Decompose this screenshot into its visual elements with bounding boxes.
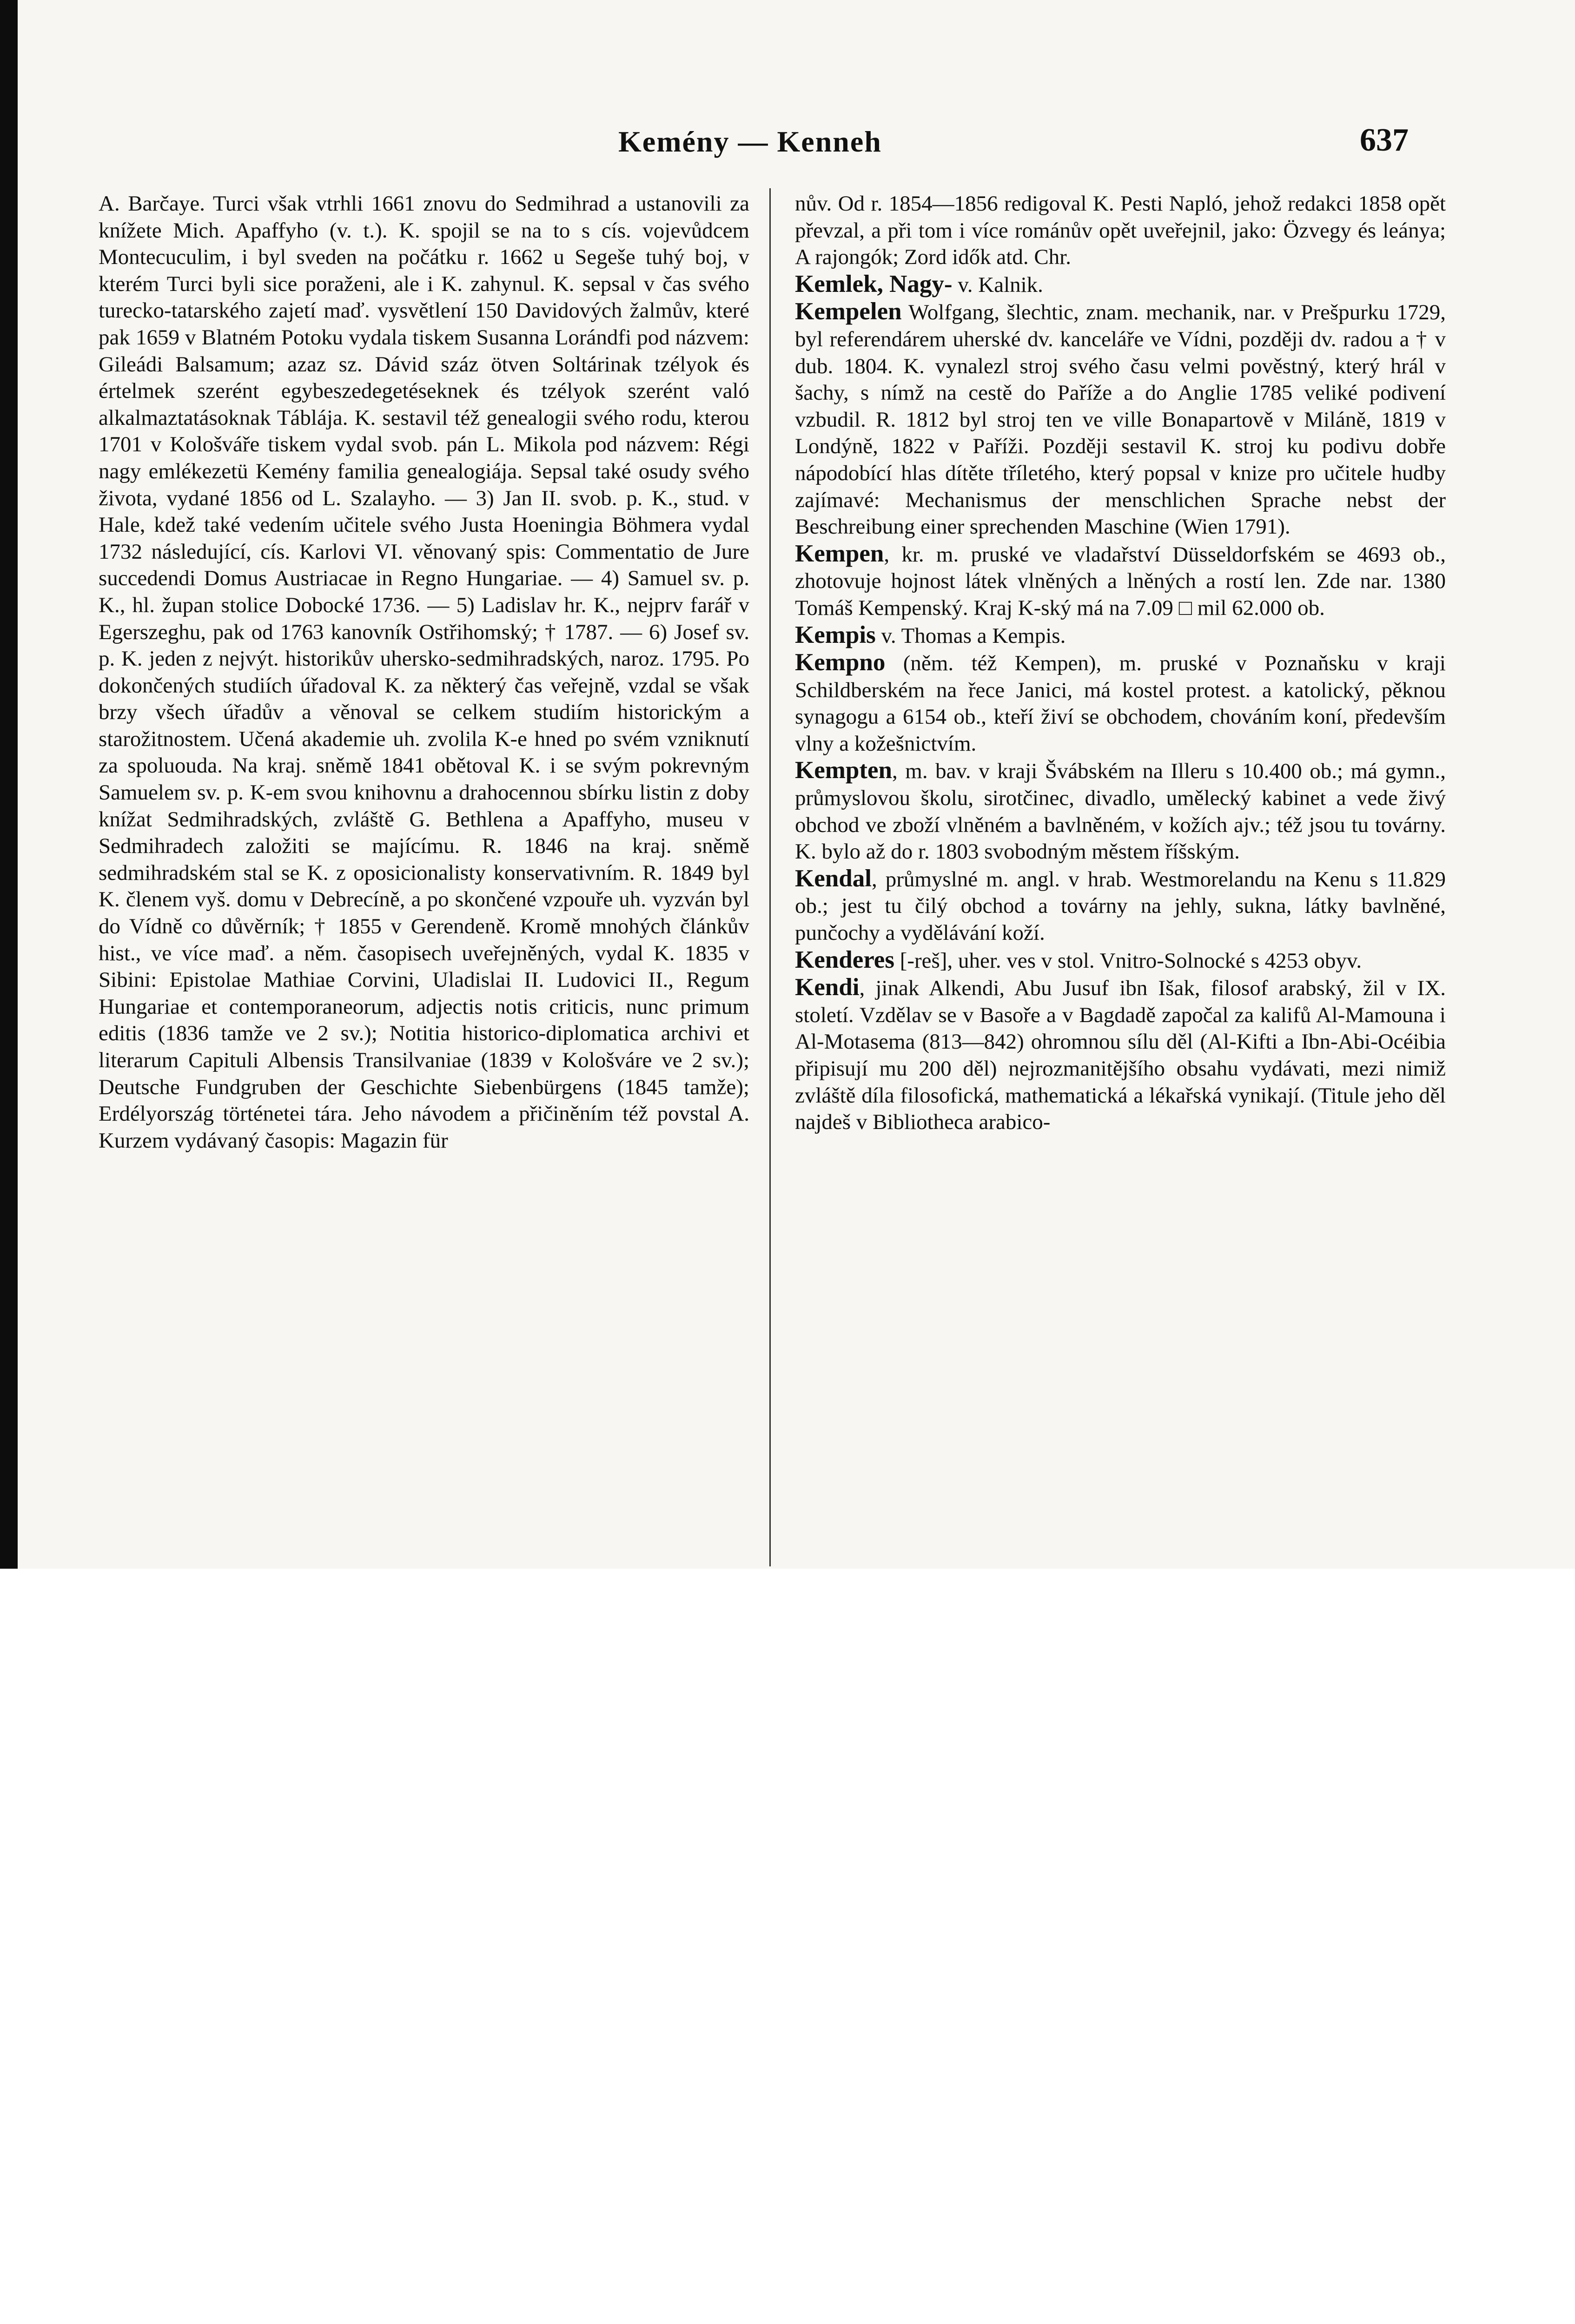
entry-text: [-reš], uher. ves v stol. Vnitro-Solnocké s 4253 obyv.: [894, 948, 1362, 973]
entry-headword: Kendi: [795, 974, 860, 1001]
blank-area: [0, 1569, 1575, 2324]
column-divider: [769, 188, 771, 1566]
entry-kempis: [795, 622, 1446, 650]
entry-text: , kr. m. pruské ve vladařství Düsseldorfském se 4693 ob., zhotovuje hojnost látek vlněných a lněných a rostí len. Zde nar. 1380 Tomáš Kempenský. Kraj K-ský má na 7.09 □ mil 62.000 ob.: [795, 542, 1446, 620]
right-column: [795, 191, 1446, 1566]
page-number: 637: [1360, 122, 1409, 158]
entry-text: , průmyslné m. angl. v hrab. Westmorelandu na Kenu s 11.829 ob.; jest tu čilý obchod a továrny na jehly, sukna, látky bavlněné, punčochy a vydělávání koží.: [795, 867, 1446, 945]
entry-kempelen: [795, 298, 1446, 540]
entry-kempten: [795, 757, 1446, 865]
running-header: Kemény — Kenneh: [618, 125, 882, 158]
entry-headword: Kempten: [795, 757, 893, 784]
entry-headword: Kempno: [795, 649, 886, 676]
entry-headword: Kemlek, Nagy-: [795, 270, 953, 297]
entry-text: (něm. též Kempen), m. pruské v Poznaňsku v kraji Schildberském na řece Janici, má kostel protest. a katolický, pěknou synagogu a 6154 ob., kteří živí se obchodem, chováním koní, především vlny a kožešnictvím.: [795, 651, 1446, 756]
entry-headword: Kempelen: [795, 298, 902, 325]
entry-headword: Kempen: [795, 540, 884, 567]
entry-kenderes: [795, 947, 1446, 975]
left-column: [99, 191, 749, 1566]
entry-kemlek: [795, 271, 1446, 299]
entry-headword: Kendal: [795, 865, 872, 892]
entry-kempen: [795, 541, 1446, 622]
entry-text: , jinak Alkendi, Abu Jusuf ibn Išak, filosof arabský, žil v IX. století. Vzdělav se v Basoře a v Bagdadě započal za kalifů Al-Mamouna i Al-Motasema (813—842) ohromnou sílu děl (Al-Kifti a Ibn-Abi-Océibia připisují mu 200 děl) nejrozmanitějšího obsahu vydávati, mezi nimiž zvláště díla filosofická, mathematická a lékařská vynikají. (Titule jeho děl najdeš v Bibliotheca arabico-: [795, 976, 1446, 1135]
right-column-intro: nův. Od r. 1854—1856 redigoval K. Pesti Napló, jehož redakci 1858 opět převzal, a při tom i více románův opět uveřejnil, jako: Özvegy és leánya; A rajongók; Zord idők atd. Chr.: [795, 191, 1446, 270]
entry-kendal: [795, 865, 1446, 947]
entry-headword: Kenderes: [795, 946, 894, 973]
entry-text: v. Thomas a Kempis.: [875, 623, 1066, 648]
entry-text: , m. bav. v kraji Švábském na Illeru s 10.400 ob.; má gymn., průmyslovou školu, sirotčinec, divadlo, umělecký kabinet a vede živý obchod ve zboží vlněném a bavlněném, v kožích ajv.; též jsou tu továrny. K. bylo až do r. 1803 svobodným městem říšským.: [795, 759, 1446, 864]
entry-kempno: [795, 649, 1446, 757]
scan-edge-shadow: [0, 0, 18, 1569]
entry-text: v. Kalnik.: [952, 272, 1043, 297]
entry-headword: Kempis: [795, 621, 876, 648]
left-column-text: A. Barčaye. Turci však vtrhli 1661 znovu do Sedmihrad a ustanovili za knížete Mich. Apaffyho (v. t.). K. spojil se na to s cís. vojevůdcem Montecuculim, i byl sveden na počátku r. 1662 u Segeše tuhý boj, v kterém Turci byli sice poraženi, ale i K. zahynul. K. sepsal v čas svého turecko-tatarského zajetí maď. vysvětlení 150 Davidových žalmův, které pak 1659 v Blatném Potoku vydala tiskem Susanna Lorándfi pod názvem: Gileádi Balsamum; azaz sz. Dávid száz ötven Soltárinak tzélyok és értelmek szerént egybeszedegetéseknek és tzélyok szerént való alkalmaztatásoknak Táblája. K. sestavil též genealogii svého rodu, kterou 1701 v Kološváře tiskem vydal svob. pán L. Mikola pod názvem: Régi nagy emlékezetü Kemény familia genealogiája. Sepsal také osudy svého života, vydané 1856 od L. Szalayho. — 3) Jan II. svob. p. K., stud. v Hale, kdež také vedením učitele svého Justa Hoeningia Böhmera vydal 1732 následující, cís. Karlovi VI. věnovaný spis: Commentatio de Jure succedendi Domus Austriacae in Regno Hungariae. — 4) Samuel sv. p. K., hl. župan stolice Dobocké 1736. — 5) Ladislav hr. K., nejprv farář v Egerszeghu, pak od 1763 kanovník Ostřihomský; † 1787. — 6) Josef sv. p. K. jeden z nejvýt. historikův uhersko-sedmihradských, naroz. 1795. Po dokončených studiích úřadoval K. za některý čas veřejně, vzdal se však brzy všech úřadův a věnoval se celkem studiím historickým a starožitnostem. Učená akademie uh. zvolila K-e hned po svém vzniknutí za spoluouda. Na kraj. sněmě 1841 obětoval K. i se svým pokrevným Samuelem sv. p. K-em svou knihovnu a drahocennou sbírku listin z doby knížat Sedmihradských, zvláště G. Bethlena a Apaffyho, museu v Sedmihradech založiti se majícímu. R. 1846 na kraj. sněmě sedmihradském stal se K. z oposicionalisty konservativním. R. 1849 byl K. členem vyš. domu v Debrecíně, a po skončené vzpouře uh. vyzván byl do Vídně co důvěrník; † 1855 v Gerendeně. Kromě mnohých článkův hist., ve více maď. a něm. časopisech uveřejněných, vydal K. 1835 v Sibini: Epistolae Mathiae Corvini, Uladislai II. Ludovici II., Regum Hungariae et contemporaneorum, adjectis notis criticis, nunc primum editis (1836 tamže ve 2 sv.); Notitia historico-diplomatica archivi et literarum Capituli Albensis Transilvaniae (1839 v Kološváre ve 2 sv.); Deutsche Fundgruben der Geschichte Siebenbürgens (1845 tamže); Erdélyország történetei tára. Jeho návodem a přičiněním též povstal A. Kurzem vydávaný časopis: Magazin für: [99, 191, 749, 1153]
entry-text: Wolfgang, šlechtic, znam. mechanik, nar. v Prešpurku 1729, byl referendárem uherské dv. kanceláře ve Vídni, později dv. radou a † v dub. 1804. K. vynalezl stroj svého času velmi pověstný, který hrál v šachy, s nímž na cestě do Paříže a do Anglie 1785 veliké podivení vzbudil. R. 1812 byl stroj ten ve ville Bonapartově v Miláně, 1819 v Londýně, 1822 v Paříži. Později sestavil K. stroj ku podivu dobře nápodobící hlas dítěte tříletého, který popsal v knize pro učitele hudby zajímavé: Mechanismus der menschlichen Sprache nebst der Beschreibung einer sprechenden Maschine (Wien 1791).: [795, 300, 1446, 539]
entry-kendi: [795, 974, 1446, 1136]
